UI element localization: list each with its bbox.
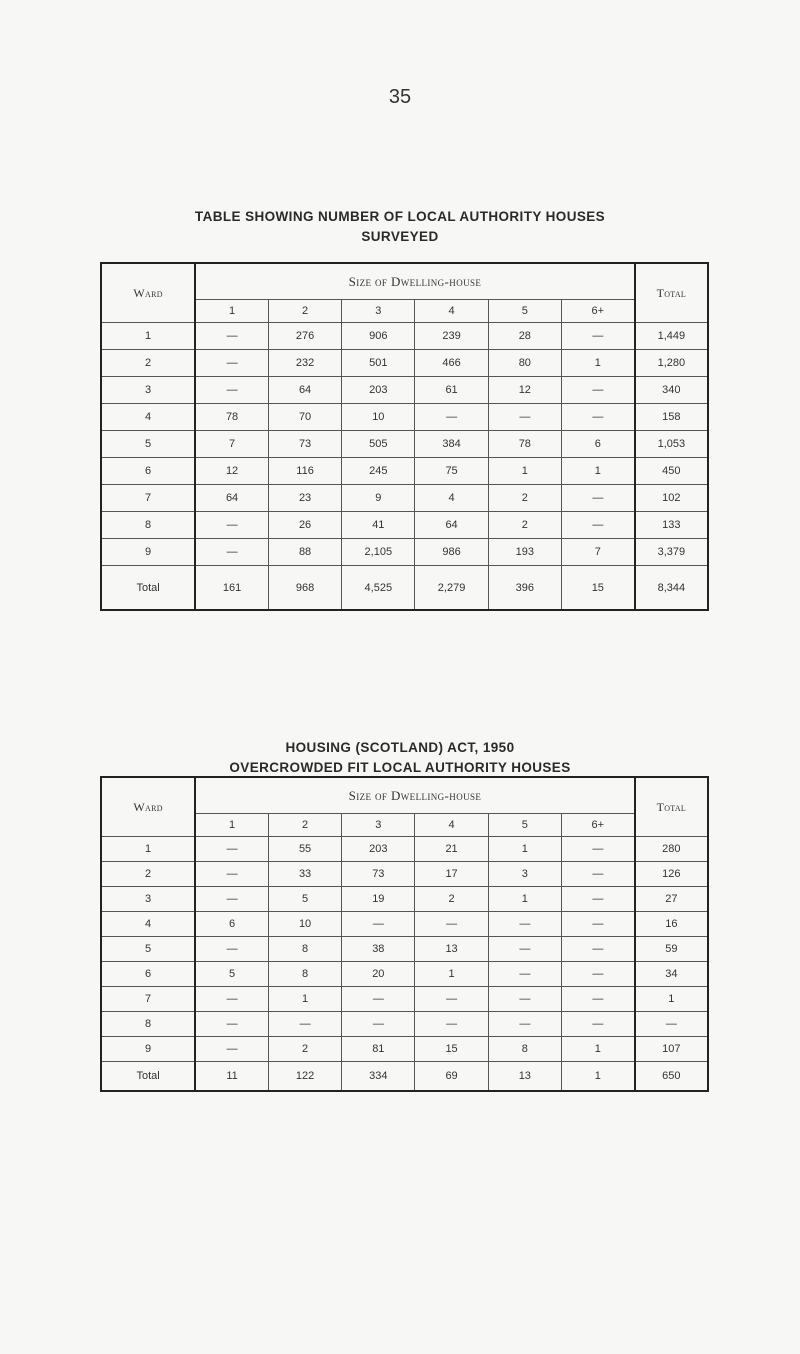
size-cell: 1	[561, 1062, 634, 1092]
size-cell: 13	[415, 937, 488, 962]
size-cell: 7	[195, 431, 268, 458]
size-cell: 505	[342, 431, 415, 458]
size-group-header: Size of Dwelling-house	[195, 777, 635, 814]
ward-cell: 4	[101, 912, 195, 937]
total-cell: 1,280	[635, 350, 708, 377]
size-cell: —	[195, 539, 268, 566]
size-cell: 5	[268, 887, 341, 912]
size-cell: —	[488, 404, 561, 431]
size-cell: 80	[488, 350, 561, 377]
ward-header: Ward	[101, 263, 195, 323]
ward-cell: 1	[101, 323, 195, 350]
size-header-5: 5	[488, 814, 561, 837]
size-cell: 20	[342, 962, 415, 987]
size-cell: 276	[268, 323, 341, 350]
size-cell: 12	[195, 458, 268, 485]
size-cell: —	[561, 887, 634, 912]
ward-cell: 3	[101, 887, 195, 912]
size-cell: —	[561, 1012, 634, 1037]
size-cell: 28	[488, 323, 561, 350]
size-cell: 64	[415, 512, 488, 539]
table-row	[101, 404, 708, 431]
ward-cell: 4	[101, 404, 195, 431]
size-cell: 12	[488, 377, 561, 404]
size-cell: 41	[342, 512, 415, 539]
size-cell: 1	[488, 458, 561, 485]
size-cell: 64	[268, 377, 341, 404]
size-cell: 968	[268, 566, 341, 611]
size-cell: 245	[342, 458, 415, 485]
size-cell: 10	[268, 912, 341, 937]
size-header-1: 1	[195, 814, 268, 837]
size-header-6: 6+	[561, 300, 634, 323]
size-cell: 2,105	[342, 539, 415, 566]
total-cell: 158	[635, 404, 708, 431]
size-header-3: 3	[342, 814, 415, 837]
total-cell: 1,449	[635, 323, 708, 350]
size-header-2: 2	[268, 814, 341, 837]
size-cell: 6	[195, 912, 268, 937]
houses-surveyed-table	[100, 262, 709, 611]
size-cell: 116	[268, 458, 341, 485]
ward-cell: 5	[101, 937, 195, 962]
total-cell: 3,379	[635, 539, 708, 566]
size-cell: 75	[415, 458, 488, 485]
table-row	[101, 323, 708, 350]
size-cell: 6	[561, 431, 634, 458]
size-cell: —	[195, 837, 268, 862]
size-cell: 239	[415, 323, 488, 350]
size-cell: —	[561, 512, 634, 539]
table-row	[101, 912, 708, 937]
ward-cell: 7	[101, 485, 195, 512]
ward-cell: Total	[101, 1062, 195, 1092]
size-cell: 21	[415, 837, 488, 862]
page-number: 35	[388, 86, 412, 108]
table1-title-line2: SURVEYED	[361, 229, 439, 244]
size-cell: —	[342, 987, 415, 1012]
table-row	[101, 377, 708, 404]
table-row	[101, 458, 708, 485]
size-cell: 4	[415, 485, 488, 512]
size-cell: 1	[561, 350, 634, 377]
size-header-1: 1	[195, 300, 268, 323]
ward-cell: 6	[101, 458, 195, 485]
total-cell: 27	[635, 887, 708, 912]
size-cell: 122	[268, 1062, 341, 1092]
ward-cell: 2	[101, 862, 195, 887]
total-cell: 450	[635, 458, 708, 485]
size-cell: 17	[415, 862, 488, 887]
size-cell: 88	[268, 539, 341, 566]
total-header: Total	[635, 777, 708, 837]
size-cell: 2	[268, 1037, 341, 1062]
size-cell: —	[488, 937, 561, 962]
size-cell: 78	[195, 404, 268, 431]
size-cell: 1	[488, 887, 561, 912]
size-cell: —	[561, 912, 634, 937]
size-cell: 906	[342, 323, 415, 350]
size-cell: —	[415, 1012, 488, 1037]
ward-cell: 2	[101, 350, 195, 377]
total-header: Total	[635, 263, 708, 323]
size-cell: 23	[268, 485, 341, 512]
size-cell: 15	[561, 566, 634, 611]
total-cell: 1	[635, 987, 708, 1012]
size-cell: 38	[342, 937, 415, 962]
size-cell: —	[195, 377, 268, 404]
table-row	[101, 887, 708, 912]
total-cell: 107	[635, 1037, 708, 1062]
size-cell: —	[195, 350, 268, 377]
ward-cell: 7	[101, 987, 195, 1012]
size-cell: 15	[415, 1037, 488, 1062]
size-cell: 11	[195, 1062, 268, 1092]
ward-cell: 6	[101, 962, 195, 987]
size-cell: 2	[488, 512, 561, 539]
size-header-6: 6+	[561, 814, 634, 837]
size-cell: 70	[268, 404, 341, 431]
size-cell: 7	[561, 539, 634, 566]
total-cell: 280	[635, 837, 708, 862]
size-cell: —	[195, 323, 268, 350]
size-cell: 73	[342, 862, 415, 887]
size-cell: 501	[342, 350, 415, 377]
size-header-4: 4	[415, 814, 488, 837]
size-cell: —	[488, 962, 561, 987]
ward-cell: 3	[101, 377, 195, 404]
size-cell: 8	[268, 962, 341, 987]
size-cell: 69	[415, 1062, 488, 1092]
size-cell: 3	[488, 862, 561, 887]
size-cell: 203	[342, 837, 415, 862]
size-cell: 61	[415, 377, 488, 404]
size-cell: 26	[268, 512, 341, 539]
size-cell: —	[195, 512, 268, 539]
overcrowded-houses-table	[100, 776, 709, 1092]
size-cell: 161	[195, 566, 268, 611]
size-cell: 466	[415, 350, 488, 377]
ward-cell: 9	[101, 539, 195, 566]
size-cell: 203	[342, 377, 415, 404]
table-row	[101, 987, 708, 1012]
size-cell: 986	[415, 539, 488, 566]
size-cell: 8	[268, 937, 341, 962]
table2-title	[0, 738, 800, 778]
size-header-4: 4	[415, 300, 488, 323]
size-cell: 33	[268, 862, 341, 887]
total-row	[101, 566, 708, 611]
size-cell: 55	[268, 837, 341, 862]
size-cell: —	[561, 377, 634, 404]
size-cell: 81	[342, 1037, 415, 1062]
table1-body	[101, 323, 708, 611]
table2-title-line1: HOUSING (SCOTLAND) ACT, 1950	[285, 740, 515, 755]
ward-cell: 8	[101, 512, 195, 539]
size-cell: —	[561, 987, 634, 1012]
table2-body	[101, 837, 708, 1092]
table-row	[101, 862, 708, 887]
ward-header: Ward	[101, 777, 195, 837]
table-row	[101, 962, 708, 987]
size-cell: 5	[195, 962, 268, 987]
table-row	[101, 539, 708, 566]
size-cell: 1	[561, 1037, 634, 1062]
size-cell: —	[195, 937, 268, 962]
size-cell: —	[488, 987, 561, 1012]
size-header-3: 3	[342, 300, 415, 323]
size-cell: —	[415, 987, 488, 1012]
total-cell: 340	[635, 377, 708, 404]
size-cell: —	[561, 837, 634, 862]
size-cell: —	[488, 1012, 561, 1037]
size-cell: 1	[268, 987, 341, 1012]
ward-cell: 9	[101, 1037, 195, 1062]
size-cell: —	[268, 1012, 341, 1037]
table-row	[101, 1037, 708, 1062]
size-cell: 10	[342, 404, 415, 431]
size-cell: —	[195, 987, 268, 1012]
size-cell: —	[195, 1037, 268, 1062]
size-cell: 2	[415, 887, 488, 912]
size-header-2: 2	[268, 300, 341, 323]
size-cell: 9	[342, 485, 415, 512]
size-cell: 2,279	[415, 566, 488, 611]
size-cell: 1	[415, 962, 488, 987]
table-row	[101, 512, 708, 539]
table-row	[101, 431, 708, 458]
size-cell: 384	[415, 431, 488, 458]
table-row	[101, 837, 708, 862]
ward-cell: 1	[101, 837, 195, 862]
size-group-header: Size of Dwelling-house	[195, 263, 635, 300]
table1-title-line1: TABLE SHOWING NUMBER OF LOCAL AUTHORITY HOUSES	[194, 209, 606, 224]
size-cell: —	[415, 912, 488, 937]
size-cell: —	[195, 887, 268, 912]
size-header-5: 5	[488, 300, 561, 323]
size-cell: —	[488, 912, 561, 937]
size-cell: 334	[342, 1062, 415, 1092]
size-cell: —	[195, 1012, 268, 1037]
size-cell: 2	[488, 485, 561, 512]
total-cell: 59	[635, 937, 708, 962]
size-cell: —	[561, 862, 634, 887]
size-cell: 73	[268, 431, 341, 458]
size-cell: —	[561, 323, 634, 350]
size-cell: —	[342, 912, 415, 937]
total-cell: 1,053	[635, 431, 708, 458]
total-cell: 126	[635, 862, 708, 887]
size-cell: —	[415, 404, 488, 431]
table-row	[101, 485, 708, 512]
total-cell: 650	[635, 1062, 708, 1092]
ward-cell: 5	[101, 431, 195, 458]
size-cell: 13	[488, 1062, 561, 1092]
table1-title	[0, 207, 800, 247]
size-cell: —	[561, 962, 634, 987]
total-cell: 133	[635, 512, 708, 539]
total-cell: 34	[635, 962, 708, 987]
size-cell: 1	[488, 837, 561, 862]
size-cell: —	[561, 404, 634, 431]
table-row	[101, 1012, 708, 1037]
size-cell: 64	[195, 485, 268, 512]
size-cell: 8	[488, 1037, 561, 1062]
total-cell: 16	[635, 912, 708, 937]
total-cell: 8,344	[635, 566, 708, 611]
size-cell: —	[195, 862, 268, 887]
size-cell: 232	[268, 350, 341, 377]
table2-title-line2: OVERCROWDED FIT LOCAL AUTHORITY HOUSES	[229, 760, 571, 775]
table-row	[101, 350, 708, 377]
total-cell: —	[635, 1012, 708, 1037]
total-cell: 102	[635, 485, 708, 512]
table-row	[101, 937, 708, 962]
ward-cell: 8	[101, 1012, 195, 1037]
size-cell: 78	[488, 431, 561, 458]
size-cell: 1	[561, 458, 634, 485]
size-cell: —	[342, 1012, 415, 1037]
size-cell: 19	[342, 887, 415, 912]
size-cell: 396	[488, 566, 561, 611]
ward-cell: Total	[101, 566, 195, 611]
size-cell: —	[561, 485, 634, 512]
size-cell: 193	[488, 539, 561, 566]
size-cell: 4,525	[342, 566, 415, 611]
size-cell: —	[561, 937, 634, 962]
total-row	[101, 1062, 708, 1092]
